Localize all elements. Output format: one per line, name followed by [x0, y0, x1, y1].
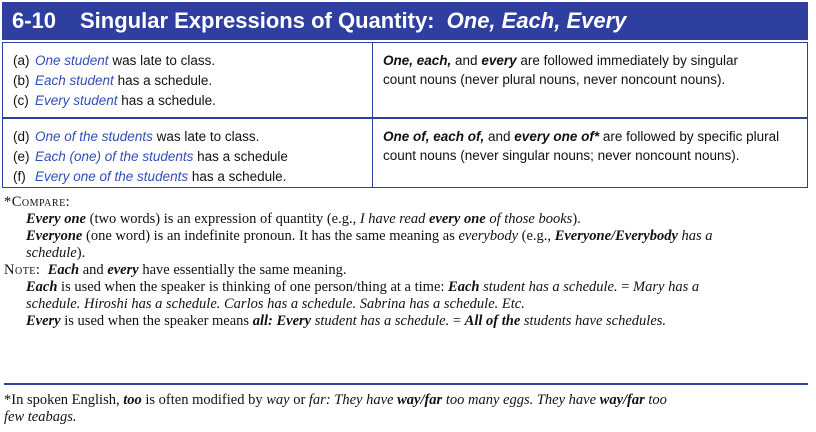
- note-text: (one word) is an indefinite pronoun. It has the same meaning as: [82, 228, 459, 244]
- note-each-every: [4, 262, 810, 279]
- explanation-cell: [373, 43, 807, 117]
- section-number: 6-10: [12, 8, 57, 33]
- example-line: [13, 51, 372, 71]
- footnote-italic: too: [644, 392, 667, 408]
- note-term: Everyone: [26, 228, 83, 244]
- examples-cell: [3, 119, 373, 187]
- note-each-usage: [4, 279, 810, 296]
- compare-label: *Compare:: [4, 194, 71, 210]
- note-italic: Mary has a: [633, 279, 700, 295]
- title-text: Singular Expressions of Quantity:: [80, 8, 435, 33]
- note-term: every one: [428, 211, 486, 227]
- footnote-italic: way: [266, 392, 290, 408]
- note-text: (e.g.,: [518, 228, 555, 244]
- example-line: [13, 127, 372, 147]
- footnote-term: way/far: [397, 392, 443, 408]
- note-text: and: [79, 262, 108, 278]
- note-each-usage-cont: [4, 296, 810, 313]
- explanation-text: are followed immediately by singular: [516, 53, 738, 68]
- footnote: [4, 392, 810, 426]
- note-text: have essentially the same meaning.: [138, 262, 347, 278]
- example-highlight: Every one of the students: [35, 169, 189, 184]
- note-italic: schedule. Hiroshi has a schedule. Carlos has a schedule. Sabrina has a schedule. Etc.: [26, 296, 525, 312]
- chart-header: [2, 2, 808, 40]
- note-italic: student has a schedule.: [479, 279, 618, 295]
- example-highlight: Each (one) of the students: [35, 149, 194, 164]
- example-line: [13, 167, 372, 187]
- example-label: (d): [13, 129, 30, 144]
- note-term: Each: [448, 279, 480, 295]
- explanation-text: are followed by specific plural: [599, 129, 780, 144]
- note-italic: students have schedules.: [520, 313, 667, 329]
- example-label: (f): [13, 169, 26, 184]
- footnote-line: [4, 392, 810, 409]
- note-text: =: [449, 313, 465, 329]
- example-highlight: One student: [35, 53, 109, 68]
- note-term: Each: [47, 262, 80, 278]
- note-text: is used when the speaker means: [60, 313, 253, 329]
- note-every-usage: [4, 313, 810, 330]
- note-text: =: [617, 279, 634, 295]
- footnote-divider: [4, 383, 808, 385]
- explanation-line: [383, 51, 807, 70]
- example-text: was late to class.: [152, 129, 260, 144]
- example-text: has a schedule: [193, 149, 288, 164]
- note-text: is used when the speaker is thinking of one person/thing at a time:: [57, 279, 449, 295]
- example-label: (c): [13, 93, 29, 108]
- section-title: [74, 8, 626, 34]
- explanation-line: count nouns (never plural nouns, never noncount nouns).: [383, 72, 726, 87]
- example-line: [13, 147, 372, 167]
- note-italic: of those books: [485, 211, 573, 227]
- grammar-table: [2, 42, 808, 188]
- example-highlight: Every student: [35, 93, 118, 108]
- note-italic: has a: [677, 228, 713, 244]
- example-text: has a schedule.: [117, 93, 216, 108]
- footnote-italic: far:: [308, 392, 331, 408]
- note-italic: student has a schedule.: [311, 313, 450, 329]
- explanation-cell: [373, 119, 807, 187]
- title-italic: One, Each, Every: [446, 8, 627, 33]
- explanation-line: count nouns (never singular nouns; never noncount nouns).: [383, 148, 740, 163]
- example-text: has a schedule.: [188, 169, 287, 184]
- note-term: Each: [26, 279, 58, 295]
- note-term: Every: [276, 313, 312, 329]
- footnote-italic: too many eggs.: [442, 392, 534, 408]
- footnote-text: or: [289, 392, 309, 408]
- footnote-term: way/far: [599, 392, 645, 408]
- explanation-text: and: [451, 53, 482, 68]
- footnote-italic: few teabags.: [4, 409, 77, 425]
- footnote-italic: They have: [334, 392, 398, 408]
- note-term: Every: [26, 313, 61, 329]
- note-term: every: [107, 262, 139, 278]
- note-italic: everybody: [458, 228, 519, 244]
- note-everyone: [4, 228, 810, 245]
- note-everyone-cont: [4, 245, 810, 262]
- explanation-text: and: [484, 129, 515, 144]
- table-row: [3, 43, 807, 119]
- example-highlight: One of the students: [35, 129, 153, 144]
- example-text: was late to class.: [108, 53, 216, 68]
- note-term: Everyone/Everybody: [554, 228, 678, 244]
- note-text: ).: [572, 211, 581, 227]
- example-line: [13, 71, 372, 91]
- note-text: (two words) is an expression of quantity (e.g.,: [86, 211, 360, 227]
- note-label: Note:: [4, 262, 41, 278]
- note-text: ).: [76, 245, 86, 261]
- example-label: (e): [13, 149, 30, 164]
- footnote-italic: They have: [536, 392, 600, 408]
- explanation-term: One, each,: [383, 53, 452, 68]
- explanation-term: every: [481, 53, 517, 68]
- footnote-text: *In spoken English,: [4, 392, 124, 408]
- note-term: Every one: [26, 211, 86, 227]
- note-term: all:: [252, 313, 273, 329]
- notes-section: [4, 194, 810, 330]
- explanation-line: [383, 127, 807, 146]
- example-highlight: Each student: [35, 73, 114, 88]
- note-every-one: [4, 211, 810, 228]
- examples-cell: [3, 43, 373, 117]
- footnote-text: is often modified by: [141, 392, 267, 408]
- explanation-term: One of, each of,: [383, 129, 485, 144]
- example-text: has a schedule.: [113, 73, 213, 88]
- note-term: All of the: [464, 313, 521, 329]
- explanation-term: every one of*: [514, 129, 600, 144]
- table-row: [3, 119, 807, 187]
- footnote-line: [4, 409, 810, 426]
- footnote-term: too: [123, 392, 142, 408]
- example-label: (b): [13, 73, 30, 88]
- example-line: [13, 91, 372, 111]
- note-italic: schedule: [26, 245, 77, 261]
- example-label: (a): [13, 53, 30, 68]
- note-italic: I have read: [359, 211, 429, 227]
